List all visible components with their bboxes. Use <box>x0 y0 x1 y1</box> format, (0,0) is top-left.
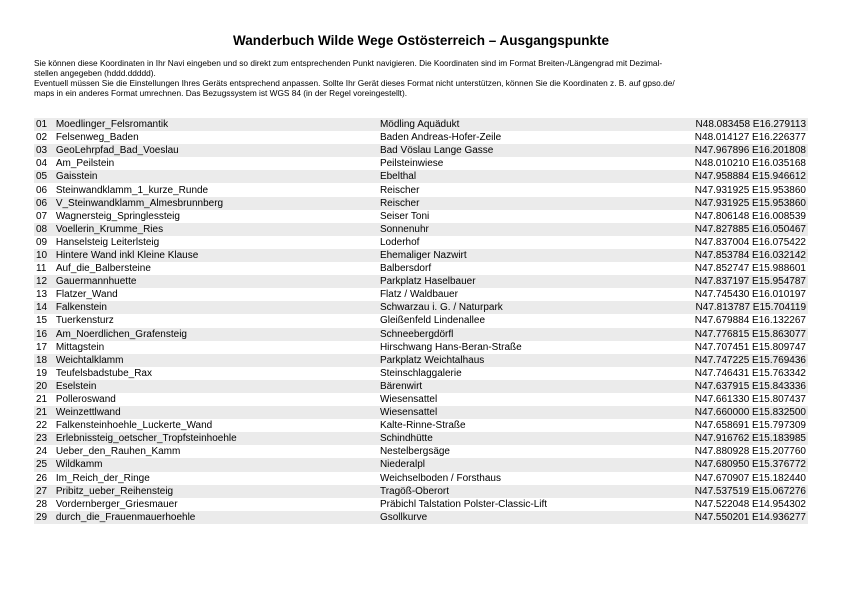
page-title: Wanderbuch Wilde Wege Ostösterreich – Ausgangspunkte <box>233 33 609 48</box>
table-row <box>34 170 808 183</box>
starting-point: Schneebergdörfl <box>378 328 673 341</box>
route-name: Auf_die_Balbersteine <box>54 262 378 275</box>
route-name: Am_Peilstein <box>54 157 378 170</box>
route-name: Gaisstein <box>54 170 378 183</box>
table-row <box>34 118 808 131</box>
gps-coordinates: N47.827885 E16.050467 <box>673 223 808 236</box>
route-name: durch_die_Frauenmauerhoehle <box>54 511 378 524</box>
gps-coordinates: N48.083458 E16.279113 <box>673 118 808 131</box>
starting-point: Reischer <box>378 183 673 196</box>
route-name: Wildkamm <box>54 458 378 471</box>
starting-point: Seiser Toni <box>378 210 673 223</box>
route-number: 29 <box>34 511 54 524</box>
starting-point: Bad Vöslau Lange Gasse <box>378 144 673 157</box>
gps-coordinates: N48.010210 E16.035168 <box>673 157 808 170</box>
table-row <box>34 210 808 223</box>
starting-point: Schwarzau i. G. / Naturpark <box>378 301 673 314</box>
table-row <box>34 223 808 236</box>
table-row <box>34 249 808 262</box>
gps-coordinates: N47.637915 E15.843336 <box>673 380 808 393</box>
route-name: Moedlinger_Felsromantik <box>54 118 378 131</box>
route-number: 15 <box>34 314 54 327</box>
route-name: Mittagstein <box>54 341 378 354</box>
route-number: 05 <box>34 170 54 183</box>
route-number: 07 <box>34 210 54 223</box>
route-number: 18 <box>34 354 54 367</box>
table-row <box>34 275 808 288</box>
route-number: 01 <box>34 118 54 131</box>
intro-line: maps in ein anderes Format umrechnen. Das Bezugssystem ist WGS 84 (in der Regel voreingestellt). <box>34 88 408 98</box>
route-name: Ueber_den_Rauhen_Kamm <box>54 445 378 458</box>
starting-point: Wiesensattel <box>378 393 673 406</box>
table-row <box>34 393 808 406</box>
gps-coordinates: N47.967896 E16.201808 <box>673 144 808 157</box>
starting-point: Parkplatz Weichtalhaus <box>378 354 673 367</box>
starting-point: Gleißenfeld Lindenallee <box>378 314 673 327</box>
table-row <box>34 197 808 210</box>
route-name: Weichtalklamm <box>54 354 378 367</box>
route-name: Felsenweg_Baden <box>54 131 378 144</box>
starting-point: Loderhof <box>378 236 673 249</box>
table-row <box>34 380 808 393</box>
starting-point: Parkplatz Haselbauer <box>378 275 673 288</box>
table-row <box>34 445 808 458</box>
route-name: V_Steinwandklamm_Almesbrunnberg <box>54 197 378 210</box>
intro-text <box>34 58 810 98</box>
route-name: Flatzer_Wand <box>54 288 378 301</box>
route-number: 14 <box>34 301 54 314</box>
route-name: Eselstein <box>54 380 378 393</box>
table-row <box>34 498 808 511</box>
route-name: Voellerin_Krumme_Ries <box>54 223 378 236</box>
route-name: Falkenstein <box>54 301 378 314</box>
table-row <box>34 157 808 170</box>
starting-point: Bärenwirt <box>378 380 673 393</box>
route-name: Pribitz_ueber_Reihensteig <box>54 485 378 498</box>
gps-coordinates: N47.660000 E15.832500 <box>673 406 808 419</box>
gps-coordinates: N47.747225 E15.769436 <box>673 354 808 367</box>
route-name: Im_Reich_der_Ringe <box>54 472 378 485</box>
route-number: 08 <box>34 223 54 236</box>
route-number: 23 <box>34 432 54 445</box>
route-name: Wagnersteig_Springlessteig <box>54 210 378 223</box>
table-row <box>34 419 808 432</box>
gps-coordinates: N47.670907 E15.182440 <box>673 472 808 485</box>
table-row <box>34 406 808 419</box>
table-row <box>34 131 808 144</box>
route-name: Teufelsbadstube_Rax <box>54 367 378 380</box>
route-number: 06 <box>34 183 54 196</box>
table-row <box>34 262 808 275</box>
route-name: Vordernberger_Griesmauer <box>54 498 378 511</box>
starting-point: Reischer <box>378 197 673 210</box>
table-row <box>34 301 808 314</box>
intro-line: stellen angegeben (hddd.ddddd). <box>34 68 156 78</box>
route-number: 17 <box>34 341 54 354</box>
route-name: GeoLehrpfad_Bad_Voeslau <box>54 144 378 157</box>
starting-point: Hirschwang Hans-Beran-Straße <box>378 341 673 354</box>
route-number: 03 <box>34 144 54 157</box>
starting-point: Sonnenuhr <box>378 223 673 236</box>
table-row <box>34 328 808 341</box>
route-number: 22 <box>34 419 54 432</box>
table-row <box>34 236 808 249</box>
route-number: 04 <box>34 157 54 170</box>
gps-coordinates: N47.661330 E15.807437 <box>673 393 808 406</box>
starting-point: Mödling Aquädukt <box>378 118 673 131</box>
gps-coordinates: N47.746431 E15.763342 <box>673 367 808 380</box>
table-row <box>34 432 808 445</box>
starting-point: Kalte-Rinne-Straße <box>378 419 673 432</box>
table-row <box>34 472 808 485</box>
route-name: Hintere Wand inkl Kleine Klause <box>54 249 378 262</box>
starting-points-table <box>34 118 808 524</box>
route-name: Polleroswand <box>54 393 378 406</box>
gps-coordinates: N47.537519 E15.067276 <box>673 485 808 498</box>
route-name: Tuerkensturz <box>54 314 378 327</box>
starting-point: Weichselboden / Forsthaus <box>378 472 673 485</box>
route-number: 09 <box>34 236 54 249</box>
gps-coordinates: N47.916762 E15.183985 <box>673 432 808 445</box>
table-row <box>34 314 808 327</box>
route-number: 21 <box>34 393 54 406</box>
starting-point: Präbichl Talstation Polster-Classic-Lift <box>378 498 673 511</box>
gps-coordinates: N47.806148 E16.008539 <box>673 210 808 223</box>
gps-coordinates: N47.707451 E15.809747 <box>673 341 808 354</box>
gps-coordinates: N47.931925 E15.953860 <box>673 183 808 196</box>
gps-coordinates: N47.931925 E15.953860 <box>673 197 808 210</box>
gps-coordinates: N47.745430 E16.010197 <box>673 288 808 301</box>
starting-point: Nestelbergsäge <box>378 445 673 458</box>
route-number: 10 <box>34 249 54 262</box>
table-row <box>34 458 808 471</box>
starting-point: Ehemaliger Nazwirt <box>378 249 673 262</box>
gps-coordinates: N47.852747 E15.988601 <box>673 262 808 275</box>
route-number: 12 <box>34 275 54 288</box>
gps-coordinates: N47.522048 E14.954302 <box>673 498 808 511</box>
starting-point: Balbersdorf <box>378 262 673 275</box>
table-row <box>34 288 808 301</box>
table-row <box>34 354 808 367</box>
intro-line: Eventuell müssen Sie die Einstellungen Ihres Geräts entsprechend anpassen. Sollte Ihr Gerät dieses Format nicht unterstützen, können Sie die Koordinaten z. B. auf gpso.de/ <box>34 78 675 88</box>
route-number: 11 <box>34 262 54 275</box>
route-number: 21 <box>34 406 54 419</box>
table-row <box>34 367 808 380</box>
route-number: 24 <box>34 445 54 458</box>
starting-point: Steinschlaggalerie <box>378 367 673 380</box>
route-name: Gauermannhuette <box>54 275 378 288</box>
gps-coordinates: N47.853784 E16.032142 <box>673 249 808 262</box>
intro-line: Sie können diese Koordinaten in Ihr Navi eingeben und so direkt zum entsprechenden Punkt navigieren. Die Koordinaten sind im Format Breiten-/Längengrad mit Dezimal- <box>34 58 663 68</box>
starting-point: Peilsteinwiese <box>378 157 673 170</box>
route-number: 16 <box>34 328 54 341</box>
route-number: 20 <box>34 380 54 393</box>
gps-coordinates: N47.658691 E15.797309 <box>673 419 808 432</box>
route-name: Steinwandklamm_1_kurze_Runde <box>54 183 378 196</box>
starting-point: Gsollkurve <box>378 511 673 524</box>
route-number: 28 <box>34 498 54 511</box>
gps-coordinates: N47.550201 E14.936277 <box>673 511 808 524</box>
starting-point: Tragöß-Oberort <box>378 485 673 498</box>
starting-point: Niederalpl <box>378 458 673 471</box>
route-name: Am_Noerdlichen_Grafensteig <box>54 328 378 341</box>
starting-point: Baden Andreas-Hofer-Zeile <box>378 131 673 144</box>
gps-coordinates: N48.014127 E16.226377 <box>673 131 808 144</box>
gps-coordinates: N47.679884 E16.132267 <box>673 314 808 327</box>
table-row <box>34 511 808 524</box>
route-number: 06 <box>34 197 54 210</box>
table-row <box>34 341 808 354</box>
gps-coordinates: N47.880928 E15.207760 <box>673 445 808 458</box>
gps-coordinates: N47.680950 E15.376772 <box>673 458 808 471</box>
table-row <box>34 485 808 498</box>
table-body <box>34 118 808 524</box>
starting-point: Ebelthal <box>378 170 673 183</box>
gps-coordinates: N47.837004 E16.075422 <box>673 236 808 249</box>
route-number: 13 <box>34 288 54 301</box>
gps-coordinates: N47.813787 E15.704119 <box>673 301 808 314</box>
gps-coordinates: N47.776815 E15.863077 <box>673 328 808 341</box>
table-row <box>34 183 808 196</box>
starting-point: Wiesensattel <box>378 406 673 419</box>
route-name: Hanselsteig Leiterlsteig <box>54 236 378 249</box>
route-number: 19 <box>34 367 54 380</box>
table-row <box>34 144 808 157</box>
route-name: Falkensteinhoehle_Luckerte_Wand <box>54 419 378 432</box>
starting-point: Flatz / Waldbauer <box>378 288 673 301</box>
starting-point: Schindhütte <box>378 432 673 445</box>
route-number: 27 <box>34 485 54 498</box>
route-name: Weinzettlwand <box>54 406 378 419</box>
gps-coordinates: N47.837197 E15.954787 <box>673 275 808 288</box>
route-number: 02 <box>34 131 54 144</box>
route-name: Erlebnissteig_oetscher_Tropfsteinhoehle <box>54 432 378 445</box>
route-number: 26 <box>34 472 54 485</box>
route-number: 25 <box>34 458 54 471</box>
gps-coordinates: N47.958884 E15.946612 <box>673 170 808 183</box>
